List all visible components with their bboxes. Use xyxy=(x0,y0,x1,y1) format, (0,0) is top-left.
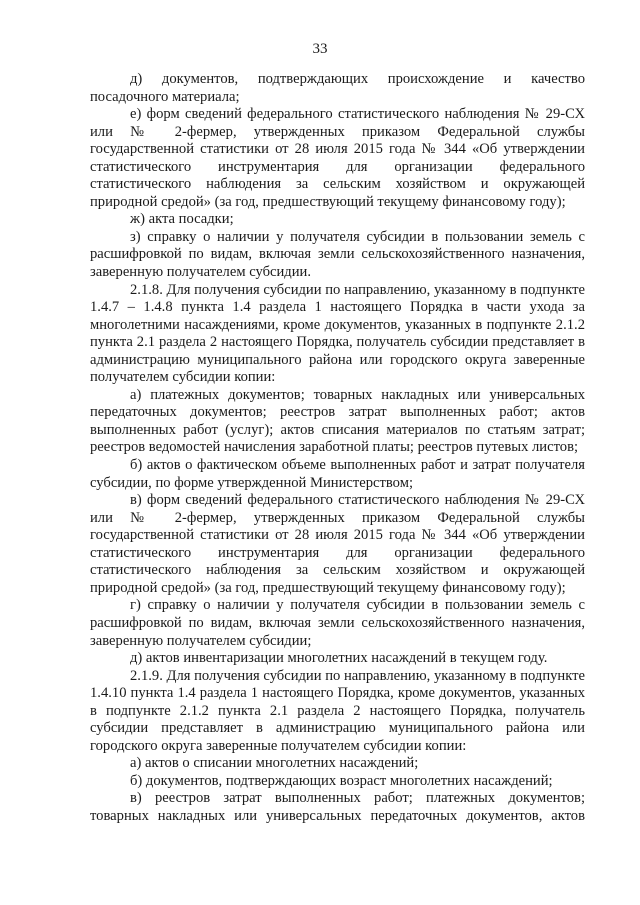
paragraph-d-planting-documents: д) документов, подтверждающих происхождение и качество посадочного материала; xyxy=(90,71,585,105)
paragraph-d-inventory-acts: д) актов инвентаризации многолетних насаждений в текущем году. xyxy=(130,650,548,667)
paragraph-v-statistics-forms: в) форм сведений федерального статистического наблюдения № 29-СХ или № 2-фермер, утвержденных приказом Федеральной службы государственной статистики от 28 июля 2015 года № 344 «Об утверждении статистического инструментария для организации федерального статистического наблюдения за сельским хозяйством и окружающей природной средой» (за год, предшествующий текущему финансовому году); xyxy=(90,492,585,596)
document-body xyxy=(90,71,585,826)
paragraph-z-land-certificate: з) справку о наличии у получателя субсидии в пользовании земель с расшифровкой по видам, включая земли сельскохозяйственного назначения, заверенную получателем субсидии. xyxy=(90,228,585,281)
paragraph-e-statistics-forms: е) форм сведений федерального статистического наблюдения № 29-СХ или № 2-фермер, утвержденных приказом Федеральной службы государственной статистики от 28 июля 2015 года № 344 «Об утверждении статистического инструментария для организации федерального статистического наблюдения за сельским хозяйством и окружающей природной средой» (за год, предшествующий текущему финансовому году); xyxy=(90,106,585,210)
paragraph-g-land-certificate: г) справку о наличии у получателя субсидии в пользовании земель с расшифровкой по видам, включая земли сельскохозяйственного назначения, заверенную получателем субсидии; xyxy=(90,597,585,649)
paragraph-a-write-off-acts: а) актов о списании многолетних насаждений; xyxy=(130,755,419,772)
paragraph-2-1-9: 2.1.9. Для получения субсидии по направлению, указанному в подпункте 1.4.10 пункта 1.4 раздела 1 настоящего Порядка, кроме документов, указанных в подпункте 2.1.2 пункта 2.1 раздела 2 настоящего Порядка, получатель субсидии представляет в администрацию муниципального района или городского округа заверенные получателем субсидии копии: xyxy=(90,667,585,754)
paragraph-v-cost-registers: в) реестров затрат выполненных работ; платежных документов; товарных накладных или универсальных передаточных документов, актов xyxy=(90,790,585,824)
paragraph-a-payment-documents: а) платежных документов; товарных накладных или универсальных передаточных документов; реестров затрат выполненных работ; актов выполненных работ (услуг); актов списания материалов по статьям затрат; реестров ведомостей начисления заработной платы; реестров путевых листов; xyxy=(90,386,585,456)
paragraph-b-age-documents: б) документов, подтверждающих возраст многолетних насаждений; xyxy=(130,772,553,789)
page-number: 33 xyxy=(312,41,328,57)
paragraph-2-1-8: 2.1.8. Для получения субсидии по направлению, указанному в подпункте 1.4.7 – 1.4.8 пункта 1.4 раздела 1 настоящего Порядка в части ухода за многолетними насаждениями, кроме документов, указанных в подпункте 2.1.2 пункта 2.1 раздела 2 настоящего Порядка, получатель субсидии представляет в администрацию муниципального района или городского округа заверенные получателем субсидии копии: xyxy=(90,281,585,386)
paragraph-b-work-acts: б) актов о фактическом объеме выполненных работ и затрат получателя субсидии, по форме утвержденной Министерством; xyxy=(90,457,585,491)
paragraph-zh-planting-act: ж) акта посадки; xyxy=(130,211,234,228)
